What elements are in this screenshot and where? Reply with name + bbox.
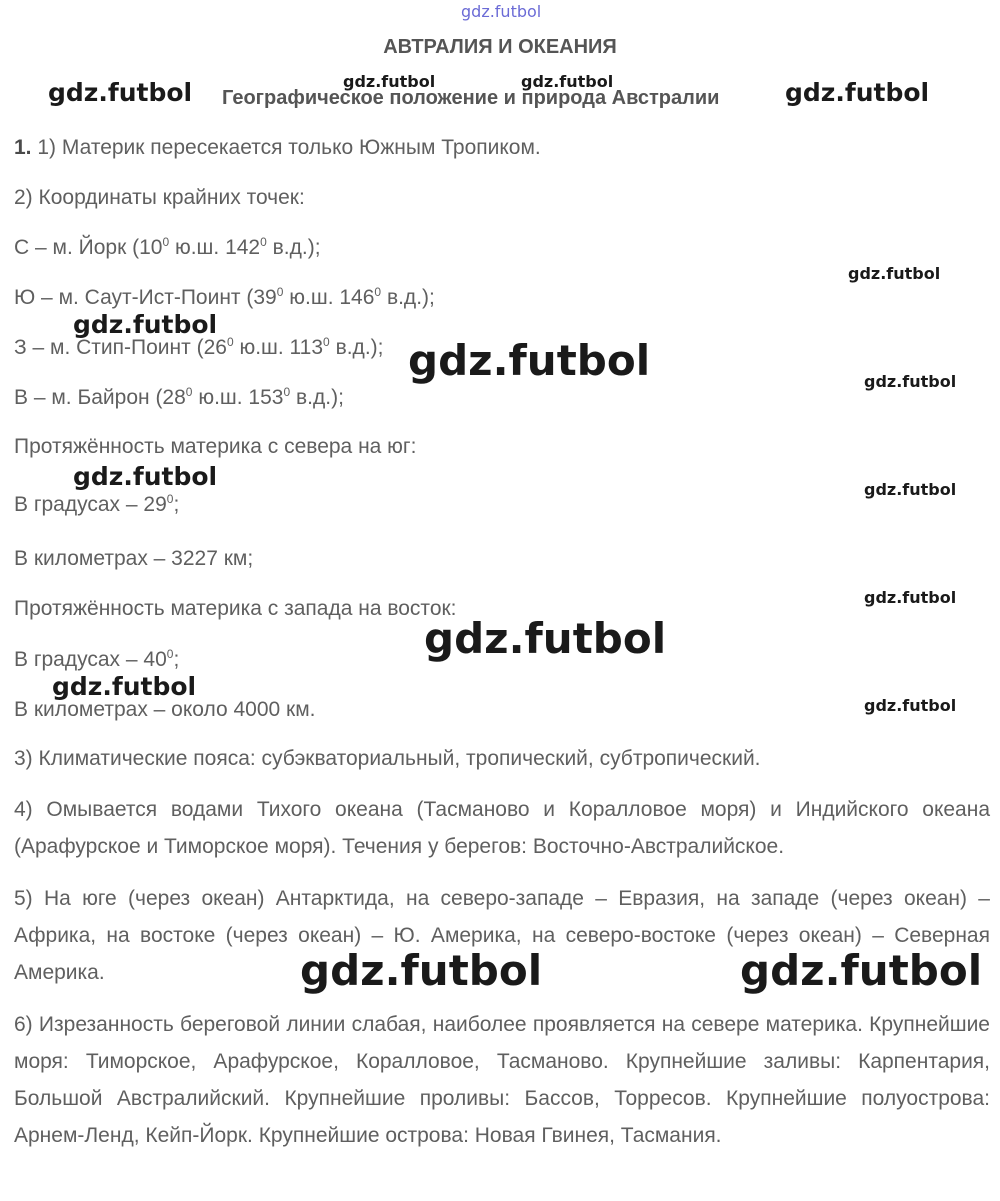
item-6: 6) Изрезанность береговой линии слабая, наиболее проявляется на севере материка. Крупнейшие моря: Тиморское, Арафурское, Коралловое, Тасманово. Крупнейшие заливы: Карпентария, Большой Австралийский. Крупнейшие проливы: Бассов, Торресов. Крупнейшие полуострова: Арнем-Ленд, Кейп-Йорк. Крупнейшие острова: Новая Гвинея, Тасмания. bbox=[14, 1013, 990, 1147]
watermark: gdz.futbol bbox=[424, 614, 667, 663]
we-heading: Протяжённость материка с запада на восток: bbox=[14, 597, 457, 620]
watermark: gdz.futbol bbox=[73, 310, 218, 339]
item-4: 4) Омывается водами Тихого океана (Тасманово и Коралловое моря) и Индийского океана (Арафурское и Тиморское моря). Течения у берегов: Восточно-Австралийское. bbox=[14, 798, 990, 858]
item-1: 1. 1) Материк пересекается только Южным Тропиком. bbox=[14, 136, 541, 159]
watermark: gdz.futbol bbox=[864, 480, 957, 499]
point-north: С – м. Йорк ($10^0$ ю.ш. $142^0$ в.д.); bbox=[14, 235, 321, 259]
we-degrees: В градусах – $40^0$; bbox=[14, 647, 180, 671]
ns-km: В километрах – 3227 км; bbox=[14, 547, 254, 570]
watermark: gdz.futbol bbox=[740, 946, 983, 995]
section-subtitle: Географическое положение и природа Австралии bbox=[222, 87, 720, 109]
item-3: 3) Климатические пояса: субэкваториальный, тропический, субтропический. bbox=[14, 747, 761, 770]
task-number: 1. bbox=[14, 136, 32, 159]
item-2: 2) Координаты крайних точек: bbox=[14, 186, 305, 209]
we-km: В километрах – около 4000 км. bbox=[14, 698, 316, 721]
point-south: Ю – м. Саут-Ист-Поинт ($39^0$ ю.ш. $146^0$ в.д.); bbox=[14, 285, 435, 309]
watermark: gdz.futbol bbox=[408, 336, 651, 385]
watermark: gdz.futbol bbox=[864, 588, 957, 607]
watermark: gdz.futbol bbox=[300, 946, 543, 995]
point-west: З – м. Стип-Поинт ($26^0$ ю.ш. $113^0$ в.д.); bbox=[14, 335, 384, 359]
watermark: gdz.futbol bbox=[785, 78, 930, 107]
watermark: gdz.futbol bbox=[343, 72, 436, 91]
watermark: gdz.futbol bbox=[864, 696, 957, 715]
ns-degrees: В градусах – $29^0$; bbox=[14, 492, 180, 516]
ns-heading: Протяжённость материка с севера на юг: bbox=[14, 435, 417, 458]
watermark: gdz.futbol bbox=[864, 372, 957, 391]
point-east: В – м. Байрон ($28^0$ ю.ш. $153^0$ в.д.); bbox=[14, 385, 344, 409]
watermark: gdz.futbol bbox=[461, 2, 542, 21]
watermark: gdz.futbol bbox=[48, 78, 193, 107]
page-title: АВТРАЛИЯ И ОКЕАНИЯ bbox=[383, 36, 617, 58]
item-5: 5) На юге (через океан) Антарктида, на северо-западе – Евразия, на западе (через океан) – Африка, на востоке (через океан) – Ю. Америка, на северо-востоке (через океан) – Северная Америка. bbox=[14, 887, 990, 984]
watermark: gdz.futbol bbox=[521, 72, 614, 91]
watermark: gdz.futbol bbox=[848, 264, 941, 283]
watermark: gdz.futbol bbox=[73, 462, 218, 491]
watermark: gdz.futbol bbox=[52, 672, 197, 701]
